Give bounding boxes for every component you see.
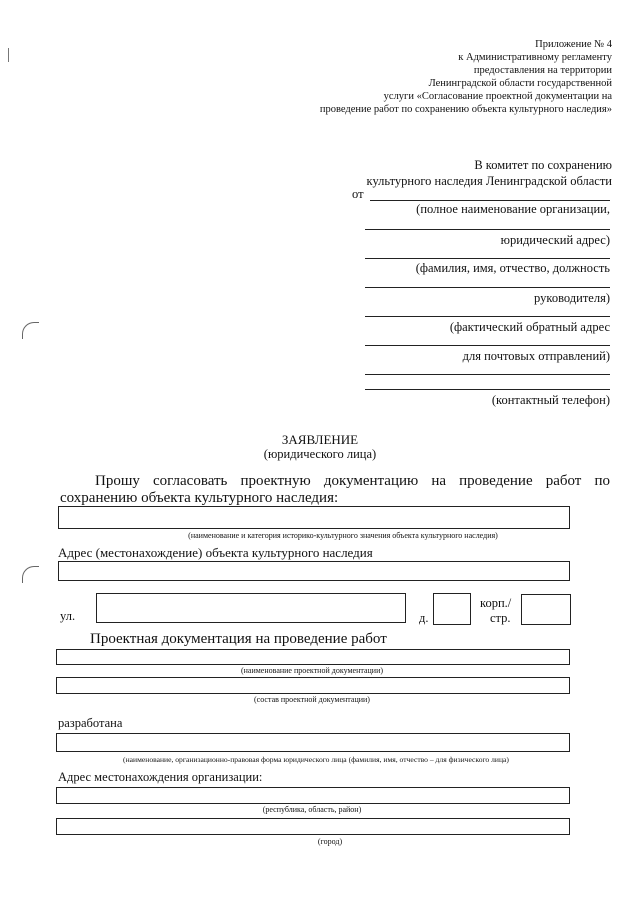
developer-caption: (наименование, организационно-правовая форма юридического лица (фамилия, имя, отчество – для физического лица) [123,755,509,764]
object-name-field[interactable] [58,506,570,529]
from-label: от [352,187,364,201]
request-text: Прошу согласовать проектную документацию на проведение работ по [95,473,610,489]
scan-mark [8,48,9,62]
sender-line[interactable] [365,287,610,288]
house-field[interactable] [433,593,471,625]
org-address-label: Адрес местонахождения организации: [58,770,263,784]
developer-field[interactable] [56,733,570,752]
object-address-field[interactable] [58,561,570,581]
sender-caption: юридический адрес) [500,233,610,247]
street-label: ул. [60,609,76,623]
scan-mark [22,322,39,339]
org-city-field[interactable] [56,818,570,835]
document-title: ЗАЯВЛЕНИЕ [281,432,359,447]
project-doc-composition-caption: (состав проектной документации) [254,695,370,704]
structure-label: стр. [490,611,511,625]
object-name-caption: (наименование и категория историко-культурного значения объекта культурного наследия) [188,531,498,540]
header-line: Приложение № 4 [535,39,612,50]
addressee-line: культурного наследия Ленинградской области [366,174,612,188]
sender-caption: (фамилия, имя, отчество, должность [415,261,610,275]
scan-mark [22,566,39,583]
project-doc-name-field[interactable] [56,649,570,665]
header-line: к Административному регламенту [458,52,612,63]
org-city-caption: (город) [317,837,343,846]
header-line: предоставления на территории [473,65,612,76]
header-line: услуги «Согласование проектной документации на [383,91,612,102]
building-label: корп./ [480,596,512,610]
project-doc-name-caption: (наименование проектной документации) [240,666,384,675]
street-field[interactable] [96,593,406,623]
project-doc-composition-field[interactable] [56,677,570,694]
sender-caption: для почтовых отправлений) [462,349,610,363]
house-label: д. [419,611,429,625]
header-line: Ленинградской области государственной [428,78,612,89]
request-text: сохранению объекта культурного наследия: [60,490,339,506]
sender-caption: (полное наименование организации, [416,202,610,216]
sender-line[interactable] [365,258,610,259]
document-subtitle: (юридического лица) [263,447,377,461]
sender-caption: руководителя) [534,291,610,305]
sender-line[interactable] [365,389,610,390]
header-line: проведение работ по сохранению объекта культурного наследия» [319,104,612,115]
sender-caption: (контактный телефон) [491,393,610,407]
org-region-caption: (республика, область, район) [262,805,362,814]
building-field[interactable] [521,594,571,625]
sender-line[interactable] [365,345,610,346]
object-address-label: Адрес (местонахождение) объекта культурного наследия [58,545,373,560]
sender-line[interactable] [370,200,610,201]
project-doc-label: Проектная документация на проведение работ [90,631,387,647]
sender-line[interactable] [365,316,610,317]
sender-line[interactable] [365,374,610,375]
addressee-line: В комитет по сохранению [474,158,612,172]
appendix-header [282,38,612,116]
sender-line[interactable] [365,229,610,230]
org-region-field[interactable] [56,787,570,804]
sender-caption: (фактический обратный адрес [449,320,610,334]
developed-label: разработана [58,716,123,730]
